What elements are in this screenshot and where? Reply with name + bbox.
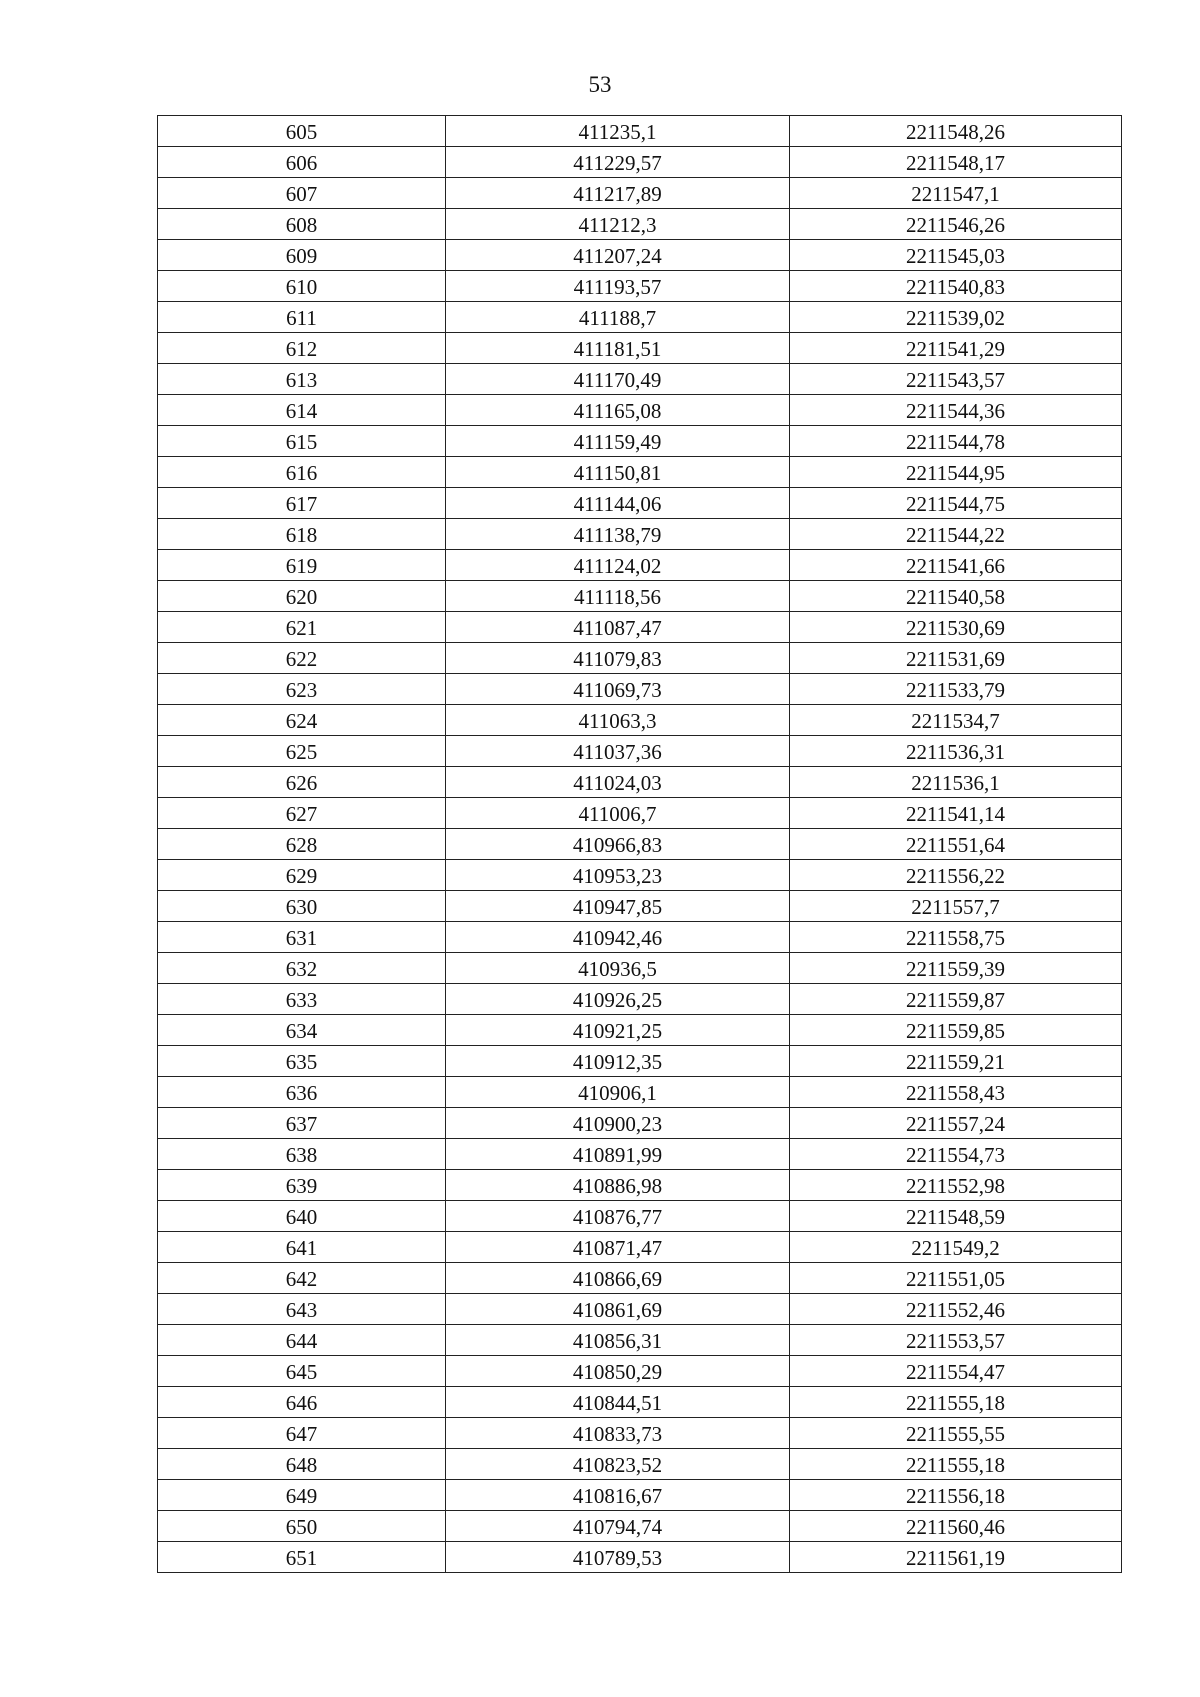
x-coordinate-cell: 410926,25 bbox=[446, 984, 790, 1015]
y-coordinate-cell: 2211555,55 bbox=[790, 1418, 1122, 1449]
point-number-cell: 640 bbox=[158, 1201, 446, 1232]
table-row bbox=[158, 302, 1122, 333]
point-number-cell: 615 bbox=[158, 426, 446, 457]
table-row bbox=[158, 1170, 1122, 1201]
x-coordinate-cell: 411138,79 bbox=[446, 519, 790, 550]
x-coordinate-cell: 410794,74 bbox=[446, 1511, 790, 1542]
y-coordinate-cell: 2211544,78 bbox=[790, 426, 1122, 457]
x-coordinate-cell: 411006,7 bbox=[446, 798, 790, 829]
table-row bbox=[158, 488, 1122, 519]
x-coordinate-cell: 411144,06 bbox=[446, 488, 790, 519]
point-number-cell: 620 bbox=[158, 581, 446, 612]
x-coordinate-cell: 410947,85 bbox=[446, 891, 790, 922]
x-coordinate-cell: 411037,36 bbox=[446, 736, 790, 767]
table-row bbox=[158, 1356, 1122, 1387]
table-row bbox=[158, 891, 1122, 922]
table-row bbox=[158, 1046, 1122, 1077]
x-coordinate-cell: 410906,1 bbox=[446, 1077, 790, 1108]
point-number-cell: 619 bbox=[158, 550, 446, 581]
x-coordinate-cell: 410900,23 bbox=[446, 1108, 790, 1139]
point-number-cell: 628 bbox=[158, 829, 446, 860]
point-number-cell: 617 bbox=[158, 488, 446, 519]
y-coordinate-cell: 2211549,2 bbox=[790, 1232, 1122, 1263]
point-number-cell: 651 bbox=[158, 1542, 446, 1573]
y-coordinate-cell: 2211560,46 bbox=[790, 1511, 1122, 1542]
coordinates-table bbox=[157, 115, 1122, 1573]
x-coordinate-cell: 410966,83 bbox=[446, 829, 790, 860]
y-coordinate-cell: 2211540,58 bbox=[790, 581, 1122, 612]
y-coordinate-cell: 2211541,66 bbox=[790, 550, 1122, 581]
coordinates-table-body bbox=[158, 116, 1122, 1573]
y-coordinate-cell: 2211556,22 bbox=[790, 860, 1122, 891]
y-coordinate-cell: 2211541,14 bbox=[790, 798, 1122, 829]
table-row bbox=[158, 1294, 1122, 1325]
table-row bbox=[158, 705, 1122, 736]
point-number-cell: 645 bbox=[158, 1356, 446, 1387]
y-coordinate-cell: 2211536,31 bbox=[790, 736, 1122, 767]
x-coordinate-cell: 410912,35 bbox=[446, 1046, 790, 1077]
x-coordinate-cell: 410861,69 bbox=[446, 1294, 790, 1325]
point-number-cell: 643 bbox=[158, 1294, 446, 1325]
x-coordinate-cell: 411087,47 bbox=[446, 612, 790, 643]
table-row bbox=[158, 178, 1122, 209]
table-row bbox=[158, 519, 1122, 550]
table-row bbox=[158, 271, 1122, 302]
table-row bbox=[158, 736, 1122, 767]
y-coordinate-cell: 2211531,69 bbox=[790, 643, 1122, 674]
point-number-cell: 647 bbox=[158, 1418, 446, 1449]
x-coordinate-cell: 410876,77 bbox=[446, 1201, 790, 1232]
table-row bbox=[158, 1108, 1122, 1139]
y-coordinate-cell: 2211536,1 bbox=[790, 767, 1122, 798]
x-coordinate-cell: 410833,73 bbox=[446, 1418, 790, 1449]
x-coordinate-cell: 410936,5 bbox=[446, 953, 790, 984]
table-row bbox=[158, 612, 1122, 643]
point-number-cell: 632 bbox=[158, 953, 446, 984]
y-coordinate-cell: 2211530,69 bbox=[790, 612, 1122, 643]
y-coordinate-cell: 2211561,19 bbox=[790, 1542, 1122, 1573]
y-coordinate-cell: 2211555,18 bbox=[790, 1387, 1122, 1418]
y-coordinate-cell: 2211554,73 bbox=[790, 1139, 1122, 1170]
y-coordinate-cell: 2211554,47 bbox=[790, 1356, 1122, 1387]
point-number-cell: 642 bbox=[158, 1263, 446, 1294]
table-row bbox=[158, 1449, 1122, 1480]
table-row bbox=[158, 829, 1122, 860]
point-number-cell: 606 bbox=[158, 147, 446, 178]
point-number-cell: 641 bbox=[158, 1232, 446, 1263]
x-coordinate-cell: 411124,02 bbox=[446, 550, 790, 581]
point-number-cell: 646 bbox=[158, 1387, 446, 1418]
table-row bbox=[158, 426, 1122, 457]
x-coordinate-cell: 411069,73 bbox=[446, 674, 790, 705]
point-number-cell: 633 bbox=[158, 984, 446, 1015]
y-coordinate-cell: 2211546,26 bbox=[790, 209, 1122, 240]
point-number-cell: 614 bbox=[158, 395, 446, 426]
y-coordinate-cell: 2211556,18 bbox=[790, 1480, 1122, 1511]
x-coordinate-cell: 411063,3 bbox=[446, 705, 790, 736]
point-number-cell: 622 bbox=[158, 643, 446, 674]
table-row bbox=[158, 922, 1122, 953]
table-row bbox=[158, 240, 1122, 271]
point-number-cell: 613 bbox=[158, 364, 446, 395]
table-row bbox=[158, 1542, 1122, 1573]
point-number-cell: 635 bbox=[158, 1046, 446, 1077]
x-coordinate-cell: 411165,08 bbox=[446, 395, 790, 426]
table-row bbox=[158, 674, 1122, 705]
x-coordinate-cell: 411212,3 bbox=[446, 209, 790, 240]
x-coordinate-cell: 410866,69 bbox=[446, 1263, 790, 1294]
y-coordinate-cell: 2211539,02 bbox=[790, 302, 1122, 333]
x-coordinate-cell: 410816,67 bbox=[446, 1480, 790, 1511]
x-coordinate-cell: 411188,7 bbox=[446, 302, 790, 333]
point-number-cell: 612 bbox=[158, 333, 446, 364]
point-number-cell: 634 bbox=[158, 1015, 446, 1046]
table-row bbox=[158, 1325, 1122, 1356]
y-coordinate-cell: 2211548,17 bbox=[790, 147, 1122, 178]
y-coordinate-cell: 2211541,29 bbox=[790, 333, 1122, 364]
x-coordinate-cell: 411217,89 bbox=[446, 178, 790, 209]
point-number-cell: 648 bbox=[158, 1449, 446, 1480]
point-number-cell: 631 bbox=[158, 922, 446, 953]
point-number-cell: 649 bbox=[158, 1480, 446, 1511]
x-coordinate-cell: 410871,47 bbox=[446, 1232, 790, 1263]
table-row bbox=[158, 581, 1122, 612]
table-row bbox=[158, 767, 1122, 798]
table-row bbox=[158, 1015, 1122, 1046]
y-coordinate-cell: 2211559,21 bbox=[790, 1046, 1122, 1077]
table-row bbox=[158, 550, 1122, 581]
x-coordinate-cell: 411207,24 bbox=[446, 240, 790, 271]
table-row bbox=[158, 1077, 1122, 1108]
x-coordinate-cell: 411170,49 bbox=[446, 364, 790, 395]
table-row bbox=[158, 1139, 1122, 1170]
y-coordinate-cell: 2211552,46 bbox=[790, 1294, 1122, 1325]
x-coordinate-cell: 410891,99 bbox=[446, 1139, 790, 1170]
y-coordinate-cell: 2211551,64 bbox=[790, 829, 1122, 860]
point-number-cell: 629 bbox=[158, 860, 446, 891]
point-number-cell: 644 bbox=[158, 1325, 446, 1356]
table-row bbox=[158, 116, 1122, 147]
y-coordinate-cell: 2211551,05 bbox=[790, 1263, 1122, 1294]
y-coordinate-cell: 2211557,7 bbox=[790, 891, 1122, 922]
point-number-cell: 605 bbox=[158, 116, 446, 147]
table-row bbox=[158, 395, 1122, 426]
y-coordinate-cell: 2211555,18 bbox=[790, 1449, 1122, 1480]
y-coordinate-cell: 2211559,85 bbox=[790, 1015, 1122, 1046]
point-number-cell: 637 bbox=[158, 1108, 446, 1139]
y-coordinate-cell: 2211558,75 bbox=[790, 922, 1122, 953]
point-number-cell: 609 bbox=[158, 240, 446, 271]
table-row bbox=[158, 1511, 1122, 1542]
y-coordinate-cell: 2211553,57 bbox=[790, 1325, 1122, 1356]
point-number-cell: 623 bbox=[158, 674, 446, 705]
table-row bbox=[158, 1387, 1122, 1418]
x-coordinate-cell: 410856,31 bbox=[446, 1325, 790, 1356]
point-number-cell: 638 bbox=[158, 1139, 446, 1170]
point-number-cell: 616 bbox=[158, 457, 446, 488]
x-coordinate-cell: 411229,57 bbox=[446, 147, 790, 178]
point-number-cell: 608 bbox=[158, 209, 446, 240]
point-number-cell: 607 bbox=[158, 178, 446, 209]
table-row bbox=[158, 1418, 1122, 1449]
point-number-cell: 625 bbox=[158, 736, 446, 767]
table-row bbox=[158, 364, 1122, 395]
point-number-cell: 621 bbox=[158, 612, 446, 643]
table-row bbox=[158, 1201, 1122, 1232]
point-number-cell: 636 bbox=[158, 1077, 446, 1108]
y-coordinate-cell: 2211544,22 bbox=[790, 519, 1122, 550]
page-number: 53 bbox=[588, 72, 612, 97]
x-coordinate-cell: 410850,29 bbox=[446, 1356, 790, 1387]
table-row bbox=[158, 1480, 1122, 1511]
y-coordinate-cell: 2211544,75 bbox=[790, 488, 1122, 519]
table-row bbox=[158, 984, 1122, 1015]
y-coordinate-cell: 2211543,57 bbox=[790, 364, 1122, 395]
table-row bbox=[158, 1263, 1122, 1294]
point-number-cell: 639 bbox=[158, 1170, 446, 1201]
x-coordinate-cell: 411079,83 bbox=[446, 643, 790, 674]
x-coordinate-cell: 410942,46 bbox=[446, 922, 790, 953]
table-row bbox=[158, 147, 1122, 178]
y-coordinate-cell: 2211557,24 bbox=[790, 1108, 1122, 1139]
y-coordinate-cell: 2211534,7 bbox=[790, 705, 1122, 736]
y-coordinate-cell: 2211547,1 bbox=[790, 178, 1122, 209]
table-row bbox=[158, 953, 1122, 984]
x-coordinate-cell: 410921,25 bbox=[446, 1015, 790, 1046]
x-coordinate-cell: 411181,51 bbox=[446, 333, 790, 364]
point-number-cell: 630 bbox=[158, 891, 446, 922]
y-coordinate-cell: 2211533,79 bbox=[790, 674, 1122, 705]
y-coordinate-cell: 2211545,03 bbox=[790, 240, 1122, 271]
table-row bbox=[158, 798, 1122, 829]
x-coordinate-cell: 410823,52 bbox=[446, 1449, 790, 1480]
point-number-cell: 627 bbox=[158, 798, 446, 829]
x-coordinate-cell: 411118,56 bbox=[446, 581, 790, 612]
y-coordinate-cell: 2211548,59 bbox=[790, 1201, 1122, 1232]
table-row bbox=[158, 643, 1122, 674]
x-coordinate-cell: 411235,1 bbox=[446, 116, 790, 147]
table-row bbox=[158, 457, 1122, 488]
point-number-cell: 626 bbox=[158, 767, 446, 798]
table-row bbox=[158, 209, 1122, 240]
x-coordinate-cell: 410886,98 bbox=[446, 1170, 790, 1201]
y-coordinate-cell: 2211552,98 bbox=[790, 1170, 1122, 1201]
x-coordinate-cell: 411150,81 bbox=[446, 457, 790, 488]
table-row bbox=[158, 860, 1122, 891]
y-coordinate-cell: 2211559,39 bbox=[790, 953, 1122, 984]
point-number-cell: 624 bbox=[158, 705, 446, 736]
table-row bbox=[158, 1232, 1122, 1263]
x-coordinate-cell: 411193,57 bbox=[446, 271, 790, 302]
point-number-cell: 611 bbox=[158, 302, 446, 333]
x-coordinate-cell: 410953,23 bbox=[446, 860, 790, 891]
point-number-cell: 618 bbox=[158, 519, 446, 550]
x-coordinate-cell: 410789,53 bbox=[446, 1542, 790, 1573]
point-number-cell: 650 bbox=[158, 1511, 446, 1542]
y-coordinate-cell: 2211544,95 bbox=[790, 457, 1122, 488]
y-coordinate-cell: 2211558,43 bbox=[790, 1077, 1122, 1108]
x-coordinate-cell: 410844,51 bbox=[446, 1387, 790, 1418]
x-coordinate-cell: 411024,03 bbox=[446, 767, 790, 798]
point-number-cell: 610 bbox=[158, 271, 446, 302]
y-coordinate-cell: 2211548,26 bbox=[790, 116, 1122, 147]
table-row bbox=[158, 333, 1122, 364]
y-coordinate-cell: 2211540,83 bbox=[790, 271, 1122, 302]
y-coordinate-cell: 2211559,87 bbox=[790, 984, 1122, 1015]
x-coordinate-cell: 411159,49 bbox=[446, 426, 790, 457]
y-coordinate-cell: 2211544,36 bbox=[790, 395, 1122, 426]
